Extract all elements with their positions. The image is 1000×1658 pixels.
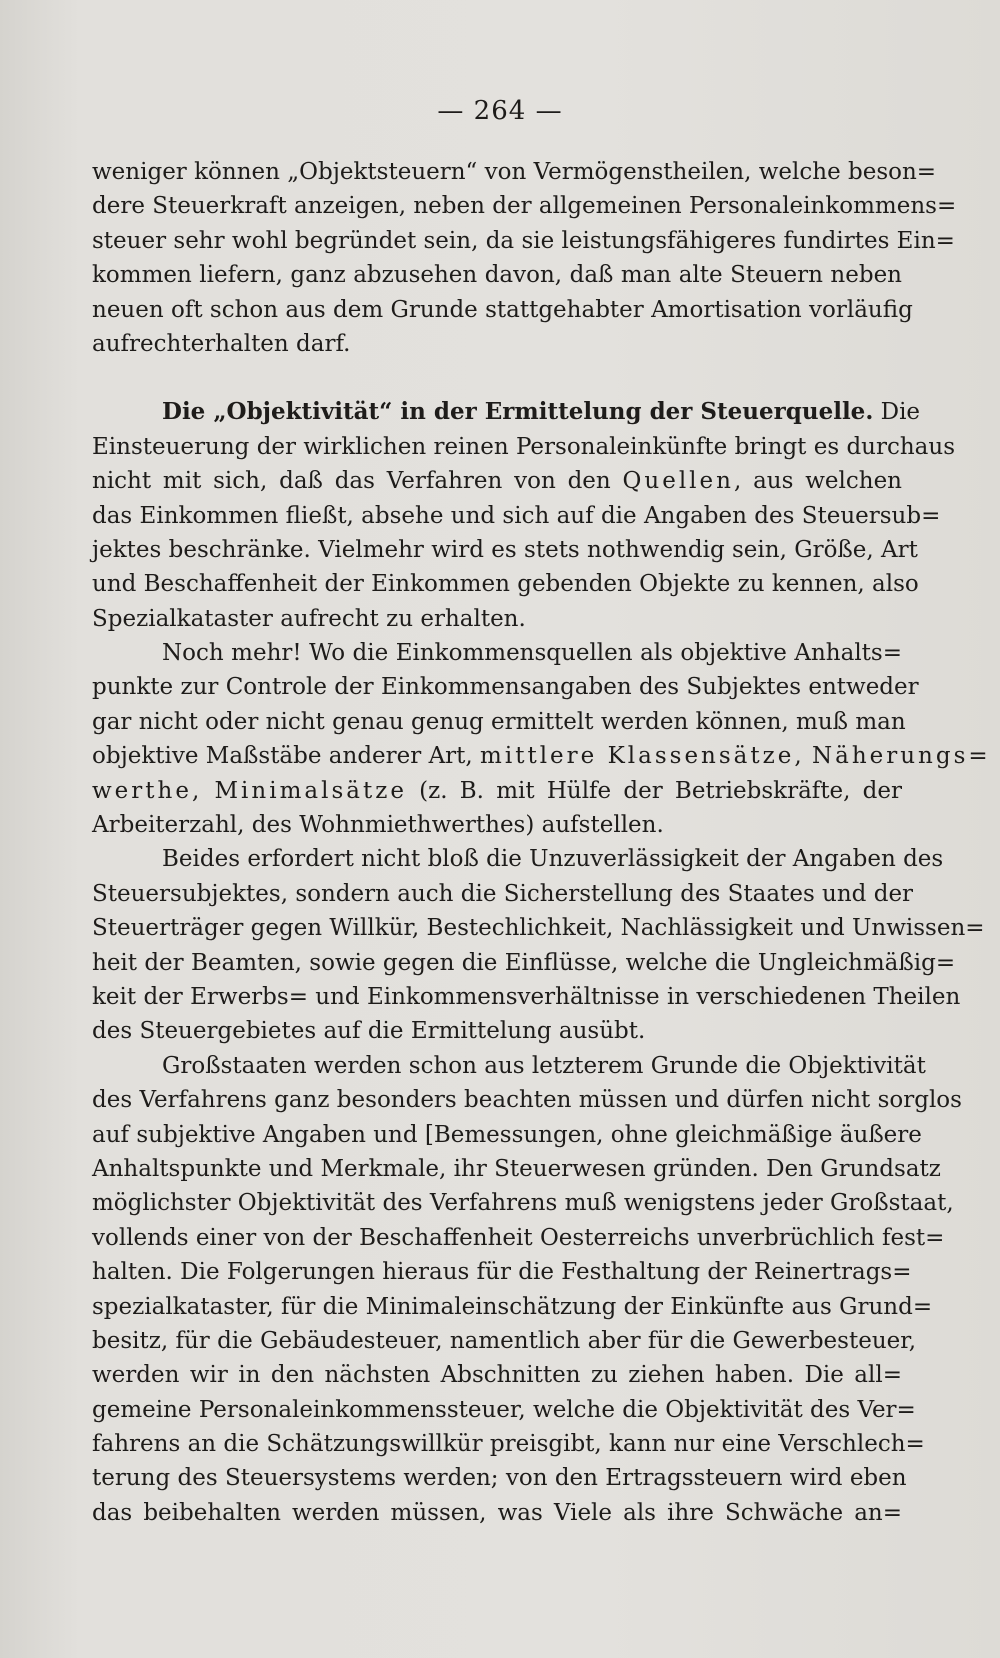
text-line: das beibehalten werden müssen, was Viele als ihre Schwäche an= [92,1499,902,1526]
text-line: Anhaltspunkte und Merkmale, ihr Steuerwesen gründen. Den Grundsatz [92,1155,941,1182]
text-line: des Steuergebietes auf die Ermittelung ausübt. [92,1018,646,1045]
text-line: weniger können „Objektsteuern“ von Vermögenstheilen, welche beson= [92,159,937,185]
text-run: objektive Maßstäbe anderer Art, [92,743,473,770]
text-line: neuen oft schon aus dem Grunde stattgehabter Amortisation vorläufig [92,296,913,323]
text-line: gemeine Personaleinkommenssteuer, welche die Objektivität des Ver= [92,1396,916,1423]
text-run: nicht mit sich, daß das Verfahren von den [92,468,611,495]
page-number: — 264 — [437,96,563,126]
text-line: Arbeiterzahl, des Wohnmiethwerthes) aufstellen. [92,812,664,839]
text-line: gar nicht oder nicht genau genug ermittelt werden können, muß man [92,708,906,735]
text-line: halten. Die Folgerungen hieraus für die Festhaltung der Reinertrags= [92,1259,912,1286]
text-line: dere Steuerkraft anzeigen, neben der allgemeinen Personaleinkommens= [92,193,957,220]
text-line: punkte zur Controle der Einkommensangaben des Subjektes entweder [92,674,919,701]
text-line [92,739,991,773]
text-line: besitz, für die Gebäudesteuer, namentlich aber für die Gewerbesteuer, [92,1327,917,1354]
text-line: vollends einer von der Beschaffenheit Oesterreichs unverbrüchlich fest= [92,1224,945,1251]
text-line: aufrechterhalten darf. [92,330,351,357]
text-line: fahrens an die Schätzungswillkür preisgibt, kann nur eine Verschlech= [92,1431,925,1458]
paragraph [92,155,957,361]
emphasized-phrase: werthe, [92,777,203,804]
text-line: Steuerträger gegen Willkür, Bestechlichkeit, Nachlässigkeit und Unwissen= [92,915,985,942]
emphasized-phrase: mittlere Klassensätze, [480,743,805,770]
text-line: das Einkommen fließt, absehe und sich auf die Angaben des Steuersub= [92,502,941,529]
paragraph [92,842,985,1048]
section-heading: Die „Objektivität“ in der Ermittelung der Steuerquelle. [162,398,874,426]
text-line: werden wir in den nächsten Abschnitten zu ziehen haben. Die all= [92,1362,902,1389]
text-line: spezialkataster, für die Minimaleinschätzung der Einkünfte aus Grund= [92,1293,933,1320]
text-line: Beides erfordert nicht bloß die Unzuverlässigkeit der Angaben des [162,846,944,873]
text-line: auf subjektive Angaben und [Bemessungen, ohne gleichmäßige äußere [92,1121,922,1148]
text-line: möglichster Objektivität des Verfahrens muß wenigstens jeder Großstaat, [92,1190,954,1217]
text-line: kommen liefern, ganz abzusehen davon, daß man alte Steuern neben [92,262,902,289]
emphasized-word: Quellen [622,468,734,495]
paragraph-gap [92,361,902,395]
paragraph [92,395,956,636]
text-line: und Beschaffenheit der Einkommen gebenden Objekte zu kennen, also [92,571,919,598]
text-run: Die [880,399,921,426]
emphasized-phrase: Minimalsätze [214,777,407,804]
paragraph [92,636,991,842]
section-heading-line [92,395,921,429]
text-run: (z. B. mit Hülfe der Betriebskräfte, der [419,777,903,804]
paragraph [92,1049,962,1530]
text-line [92,774,902,808]
text-line: Großstaaten werden schon aus letzterem Grunde die Objektivität [162,1052,926,1079]
text-line: Einsteuerung der wirklichen reinen Personaleinkünfte bringt es durchaus [92,433,956,460]
text-line: keit der Erwerbs= und Einkommensverhältnisse in verschiedenen Theilen [92,983,961,1010]
text-line: terung des Steuersystems werden; von den Ertragssteuern wird eben [92,1465,907,1492]
text-line: jektes beschränke. Vielmehr wird es stets nothwendig sein, Größe, Art [92,536,918,563]
text-line: heit der Beamten, sowie gegen die Einflüsse, welche die Ungleichmäßig= [92,949,956,976]
text-line: steuer sehr wohl begründet sein, da sie leistungsfähigeres fundirtes Ein= [92,227,955,254]
text-line: des Verfahrens ganz besonders beachten müssen und dürfen nicht sorglos [92,1087,962,1114]
text-line: Spezialkataster aufrecht zu erhalten. [92,605,526,632]
text-line: Noch mehr! Wo die Einkommensquellen als objektive Anhalts= [162,640,902,667]
text-line [92,464,902,498]
text-line: Steuersubjektes, sondern auch die Sicherstellung des Staates und der [92,880,914,907]
text-run: , aus welchen [733,468,902,495]
body-text [92,155,991,1530]
emphasized-phrase: Näherungs= [811,743,991,770]
